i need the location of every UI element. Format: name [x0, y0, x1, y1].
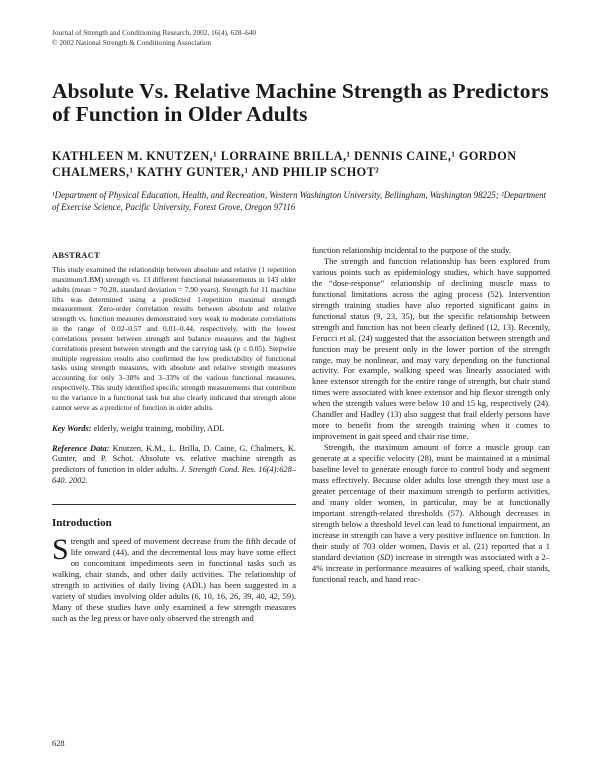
- paragraph-strength-function: The strength and function relationship has been explored from various points such as epidemiology studies, which have supported the “dose-response” relationship of declining muscle mass to functional limitations across the aging process (52). Intervention strength training studies have also reported significant gains in functional status (9, 23, 35), but the specific relationship between strength and function has not been clearly defined (12, 13). Recently, Ferucci et al. (24) suggested that the association between strength and function may be present only in the lower portion of the strength range, may be nonlinear, and may vary depending on the functional activity. For example, walking speed was linearly associated with knee extensor strength for the entire range of strength, but chair stand times were associated with knee extensor and hip flexor strength only when the strength values were below 10 and 15 kg, respectively (24). Chandler and Hadley (13) also suggest that frail elderly persons have more to benefit from the strength training when it comes to improvement in gait speed and chair rise time.: [312, 255, 550, 442]
- right-column: [312, 245, 550, 585]
- journal-line: Journal of Strength and Conditioning Research, 2002, 16(4), 628–640: [52, 28, 257, 37]
- abstract-text: This study examined the relationship between absolute and relative (1 repetition maximum/LBM) strength vs. 13 different functional measurements in 143 older adults (mean = 70.28, standard deviation = 7.90 years). Strength for 11 machine lifts was determined using a predicted 1-repetition maximal strength measurement. Zero-order correlation results between absolute and relative strength vs. function measures demonstrated very weak to moderate correlations in the range of 0.02–0.57 and 0.01–0.44, respectively, with the lowest correlations present between strength and balance measures and the highest correlations present between strength and the carrying task (p ≤ 0.05). Stepwise multiple regression results also confirmed the low predictability of functional tasks using strength measures, with absolute and relative strength measures accounting for only 3–38% and 3–33% of the various functional measures, respectively. This study identified specific strength measurements that contribute to the variance in a functional task but also clearly indicated that strength alone cannot serve as a predictor of function in older adults.: [52, 265, 296, 412]
- affiliations: ¹Department of Physical Education, Health, and Recreation, Western Washington University, Bellingham, Washington 98225; ²Department of Exercise Science, Pacific University, Forest Grove, Oregon 97116: [52, 190, 547, 212]
- keywords-label: Key Words:: [52, 423, 92, 433]
- drop-cap: S: [52, 532, 69, 566]
- copyright-line: © 2002 National Strength & Conditioning Association: [52, 38, 212, 47]
- paragraph-continued: function relationship incidental to the purpose of the study.: [312, 245, 511, 255]
- journal-header: [52, 28, 256, 48]
- left-column: [52, 250, 296, 623]
- keywords-text: elderly, weight training, mobility, ADL: [93, 423, 225, 433]
- abstract-heading: ABSTRACT: [52, 251, 101, 260]
- author-list: KATHLEEN M. KNUTZEN,¹ LORRAINE BRILLA,¹ DENNIS CAINE,¹ GORDON CHALMERS,¹ KATHY GUNTER,¹ AND PHILIP SCHOT²: [52, 149, 517, 179]
- section-divider: [52, 504, 296, 505]
- reference-data-text: Knutzen, K.M., L. Brilla, D. Caine, G. Chalmers, K. Gunter, and P. Schot. Absolute vs. relative machine strength as predictors of function in older adults.: [52, 443, 297, 475]
- reference-citation: J. Strength Cond. Res. 16(4):628–640. 2002.: [52, 465, 296, 486]
- introduction-text: [52, 532, 296, 624]
- keywords: [52, 423, 296, 434]
- paper-title: Absolute Vs. Relative Machine Strength as Predictors of Function in Older Adults: [52, 79, 549, 126]
- reference-data-label: Reference Data:: [52, 443, 110, 453]
- reference-data: [52, 444, 296, 487]
- paragraph-strength-definition: Strength, the maximum amount of force a muscle group can generate at a specific velocity (28), must be maintained at a minimal baseline level to generate enough force to control body and segment mass effectively. Because older adults lose strength they must use a greater percentage of their maximum strength to perform activities, and many older women, in particular, may be at functionally important strength-related thresholds (57). Although decreases in strength below a threshold level can lead to functional impairment, an increase in strength can have a very positive influence on function. In their study of 703 older women, Davis et al. (21) reported that a 1 standard deviation (SD) increase in strength was associated with a 2–4% increase in performance measures of walking speed, chair stands, functional reach, and hand reac-: [312, 442, 550, 584]
- introduction-body: trength and speed of movement decrease from the fifth decade of life onward (44), and the decremental loss may have some effect on concomitant impediments seen in functional tasks such as walking, chair stands, and other daily activities. The relationship of strength to activities of daily living (ADL) has been suggested in a variety of studies involving older adults (6, 10, 16, 26, 39, 40, 42, 59). Many of these studies have only examined a few strength measures such as the leg press or have only observed the strength and: [52, 535, 296, 623]
- introduction-heading: Introduction: [52, 516, 112, 529]
- sd-abbrev: SD: [379, 551, 391, 562]
- page-number: 628: [52, 739, 65, 748]
